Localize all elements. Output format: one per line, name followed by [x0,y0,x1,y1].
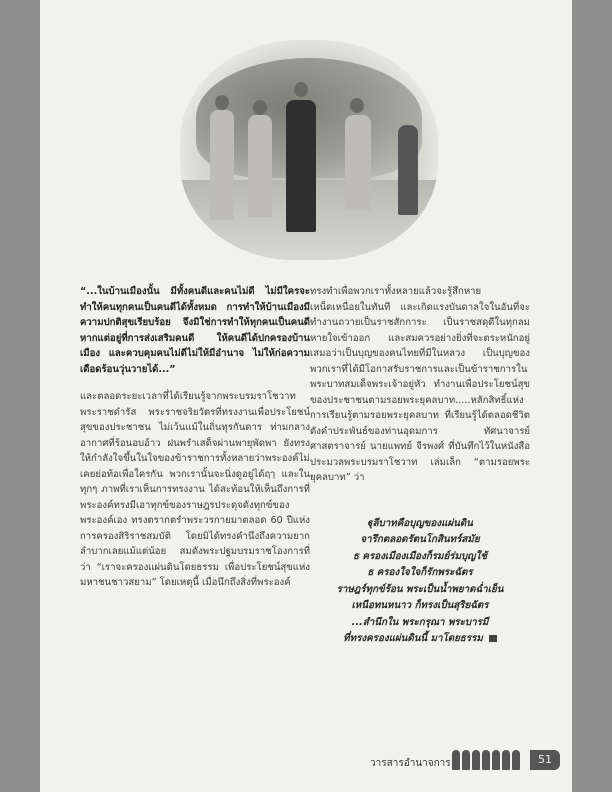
photo-figure-head [253,100,267,115]
photo-figure-background [398,125,418,215]
poem-line-text: ที่ทรงครองแผ่นดินนี้ มาโดยธรรม [343,633,483,644]
poem-line: ...สำนึกใน พระกรุณา พระบารมี [351,616,489,628]
people-silhouette-icon [452,750,522,774]
page-footer [40,748,572,776]
historical-photo [180,40,438,260]
body-paragraph-right: ทรงทำเพื่อพวกเราทั้งหลายแล้วจะรู้สึกหายเหน็ดเหนื่อยในทันที และเกิดแรงบันดาลใจในอันที่จะทำงานถวายเป็นราชสักการะ เป็นราชสดุดีในทุกลมหายใจเข้าออก และสมควรอย่างยิ่งที่จะตระหนักอยู่เสมอว่าเป็นบุญของคนไทยที่มีในหลวง เป็นบุญของพวกเราที่ได้มีโอกาสรับราชการและเป็นข้าราชการในพระบาทสมเด็จพระเจ้าอยู่หัว ทำงานเพื่อประโยชน์สุขของประชาชนตามรอยพระยุคลบาท.....หลักสิทธิ์แห่งการเรียนรู้ตามรอยพระยุคลบาท ที่เรียนรู้ได้ตลอดชีวิต ดังคำประพันธ์ของท่านอุดมการ ทัศนาจารย์ ศาสตราจารย์ นายแพทย์ จีรพงศ์ ที่บันทึกไว้ในหนังสือประมวลพระบรมราโชวาท เล่มเล็ก “ตามรอยพระยุคลบาท” ว่า [310,286,530,483]
poem-line: ธ ครองใจใจก็รักพระฉัตร [367,567,473,578]
document-page [40,0,572,792]
right-text-column [310,284,530,648]
photo-figure-officer-1 [210,110,234,220]
photo-figure-head [294,82,308,97]
photo-figure-villager [345,115,371,210]
poem-line: จารึกตลอดรัตนโกสินทร์สมัย [360,534,480,545]
photo-figure-king [286,100,316,232]
poem-line: ธ ครองเมืองเมืองก็รมย์ร่มบุญใช้ [353,550,487,562]
photo-figure-officer-2 [248,115,272,217]
magazine-title: วารสารอำนาจการ [370,758,451,769]
poem-line: ราษฎร์ทุกข์ร้อน พระเป็นน้ำพยาดฉ่ำเย็น [336,583,504,595]
page-number: 51 [530,750,560,770]
end-mark-icon [489,635,497,642]
photo-figure-head [350,98,364,113]
left-text-column [80,284,310,603]
poem-line-last [310,631,530,648]
photo-figure-head [215,95,229,110]
royal-quote: “...ในบ้านเมืองนั้น มีทั้งคนดีและคนไม่ดี ไม่มีใครจะทำให้คนทุกคนเป็นคนดีได้ทั้งหมด การทำให้บ้านเมืองมีความปกติสุขเรียบร้อย จึงมิใช่การทำให้ทุกคนเป็นคนดี หากแต่อยู่ที่การส่งเสริมคนดี ให้คนดีได้ปกครองบ้านเมือง และควบคุมคนไม่ดีไม่ให้มีอำนาจ ไม่ให้ก่อความเดือดร้อนวุ่นวายได้...” [80,286,310,375]
poem-block [310,516,530,648]
poem-line: เหนือทนหนาว ก็ทรงเป็นสุริยฉัตร [351,600,489,611]
poem-line: ฐุลีบาทคือบุญของแผ่นดิน [367,517,473,529]
body-paragraph-left: และตลอดระยะเวลาที่ได้เรียนรู้จากพระบรมราโชวาท พระราชดำรัส พระราชจริยวัตรที่ทรงงานเพื่อประโยชน์สุขของประชาชน ไม่เว้นแม้ในถิ่นทุรกันดาร ท่ามกลางอากาศที่ร้อนอบอ้าว ฝนพรำเสด็จผ่านพายุพัดพา ยังทรงให้กำลังใจขึ้นในใจของข้าราชการทั้งหลายว่าพระองค์ไม่เคยย่อท้อเพื่อใครกัน พวกเรานั้นจะนิ่งดูอยู่ได้ฤๅ และในทุกๆ ภาพที่เราเห็นการทรงงาน ได้สะท้อนให้เห็นถึงการที่พระองค์ทรงมีเอาทุกข์ของราษฎรประดุจดังทุกข์ของพระองค์เอง ทรงตรากตรำพระวรกายมาตลอด 60 ปีแห่งการครองสิริราชสมบัติ โดยมิได้ทรงคำนึงถึงความยากลำบากเลยแม้แต่น้อย สมดังพระปฐมบรมราชโองการที่ว่า “เราจะครองแผ่นดินโดยธรรม เพื่อประโยชน์สุขแห่งมหาชนชาวสยาม” โดยเหตุนี้ เมื่อนึกถึงสิ่งที่พระองค์ [80,391,310,588]
